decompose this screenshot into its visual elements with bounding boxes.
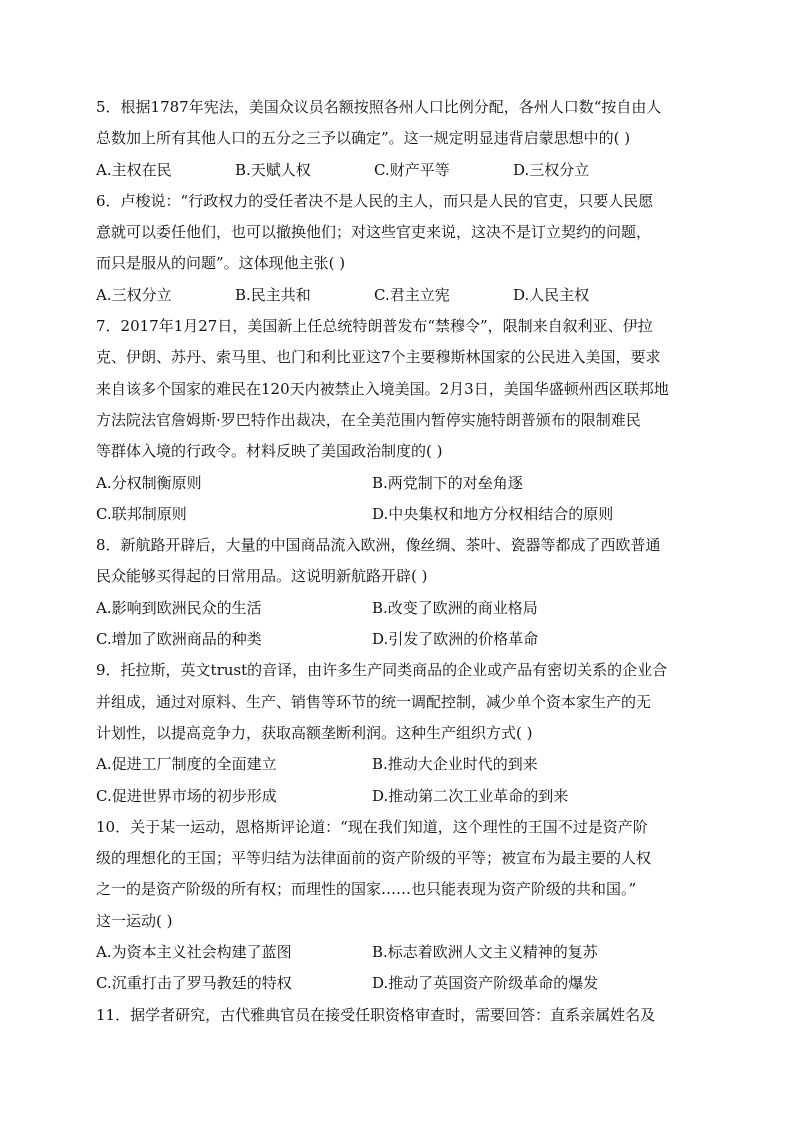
options-row [96,624,700,655]
option-b: B.推动大企业时代的到来 [372,755,538,774]
options-row [96,468,700,499]
option-d: D.引发了欧洲的价格革命 [372,630,539,649]
question-9 [96,655,700,811]
options-row [96,937,700,968]
option-d: D.中央集权和地方分权相结合的原则 [372,504,614,523]
option-c: C.沉重打击了罗马教廷的特权 [96,974,292,993]
options-row [96,593,700,624]
question-6 [96,186,700,311]
option-a: A.三权分立 [96,285,172,304]
options-row [96,781,700,812]
question-5 [96,92,700,186]
option-a: A.促进工厂制度的全面建立 [96,755,277,774]
question-stem-line: 计划性，以提高竞争力，获取高额垄断利润。这种生产组织方式( ) [96,723,533,742]
question-stem-line: 并组成，通过对原料、生产、销售等环节的统一调配控制，减少单个资本家生产的无 [96,692,652,711]
options-row [96,155,700,186]
options-row [96,968,700,999]
question-stem-line: 而只是服从的问题”。这体现他主张( ) [96,254,346,273]
question-stem-line: 总数加上所有其他人口的五分之三予以确定”。这一规定明显违背启蒙思想中的( ) [96,129,631,148]
option-d: D.三权分立 [513,160,590,179]
options-row [96,749,700,780]
option-b: B.天赋人权 [235,160,311,179]
option-d: D.人民主权 [513,285,590,304]
question-11 [96,1000,700,1031]
question-7 [96,311,700,530]
option-c: C.联邦制原则 [96,504,187,523]
question-stem-line: 等群体入境的行政令。材料反映了美国政治制度的( ) [96,442,443,461]
question-stem-line: 级的理想化的王国；平等归结为法律面前的资产阶级的平等；被宣布为最主要的人权 [96,849,652,868]
option-c: C.财产平等 [374,160,450,179]
option-d: D.推动了英国资产阶级革命的爆发 [372,974,599,993]
question-stem-line: 来自该多个国家的难民在120天内被禁止入境美国。2月3日，美国华盛顿州西区联邦地 [96,379,669,398]
option-c: C.增加了欧洲商品的种类 [96,630,262,649]
options-row [96,499,700,530]
question-stem-line: 9．托拉斯，英文trust的音译，由许多生产同类商品的企业或产品有密切关系的企业合 [96,661,668,680]
question-10 [96,812,700,1000]
option-b: B.改变了欧洲的商业格局 [372,598,538,617]
option-a: A.主权在民 [96,160,172,179]
options-row [96,280,700,311]
question-stem-line: 这一运动( ) [96,911,173,930]
question-stem-line: 5．根据1787年宪法，美国众议员名额按照各州人口比例分配，各州人口数“按自由人 [96,98,662,116]
option-c: C.君主立宪 [374,285,450,304]
question-stem-line: 6．卢梭说：“行政权力的受任者决不是人民的主人，而只是人民的官吏，只要人民愿 [96,191,654,210]
option-b: B.两党制下的对垒角逐 [372,473,523,492]
question-stem-line: 8．新航路开辟后，大量的中国商品流入欧洲，像丝绸、茶叶、瓷器等都成了西欧普通 [96,536,661,555]
exam-page [96,92,700,1031]
question-stem-line: 11．据学者研究，古代雅典官员在接受任职资格审查时，需要回答：直系亲属姓名及 [96,1005,656,1024]
question-stem-line: 10．关于某一运动，恩格斯评论道：“现在我们知道，这个理性的王国不过是资产阶 [96,817,648,836]
option-a: A.分权制衡原则 [96,473,202,492]
question-stem-line: 意就可以委任他们，也可以撤换他们；对这些官吏来说，这决不是订立契约的问题， [96,223,652,242]
question-stem-line: 7．2017年1月27日，美国新上任总统特朗普发布“禁穆令”，限制来自叙利亚、伊拉 [96,317,653,336]
question-stem-line: 之一的是资产阶级的所有权；而理性的国家……也只能表现为资产阶级的共和国。” [96,880,637,899]
option-b: B.民主共和 [235,285,311,304]
question-stem-line: 方法院法官詹姆斯·罗巴特作出裁决，在全美范围内暂停实施特朗普颁布的限制难民 [96,410,641,429]
option-b: B.标志着欧洲人文主义精神的复苏 [372,943,598,962]
option-d: D.推动第二次工业革命的到来 [372,786,569,805]
option-a: A.影响到欧洲民众的生活 [96,598,262,617]
question-8 [96,530,700,655]
option-a: A.为资本主义社会构建了蓝图 [96,943,292,962]
question-stem-line: 民众能够买得起的日常用品。这说明新航路开辟( ) [96,567,428,586]
option-c: C.促进世界市场的初步形成 [96,786,277,805]
question-stem-line: 克、伊朗、苏丹、索马里、也门和利比亚这7个主要穆斯林国家的公民进入美国，要求 [96,348,661,367]
